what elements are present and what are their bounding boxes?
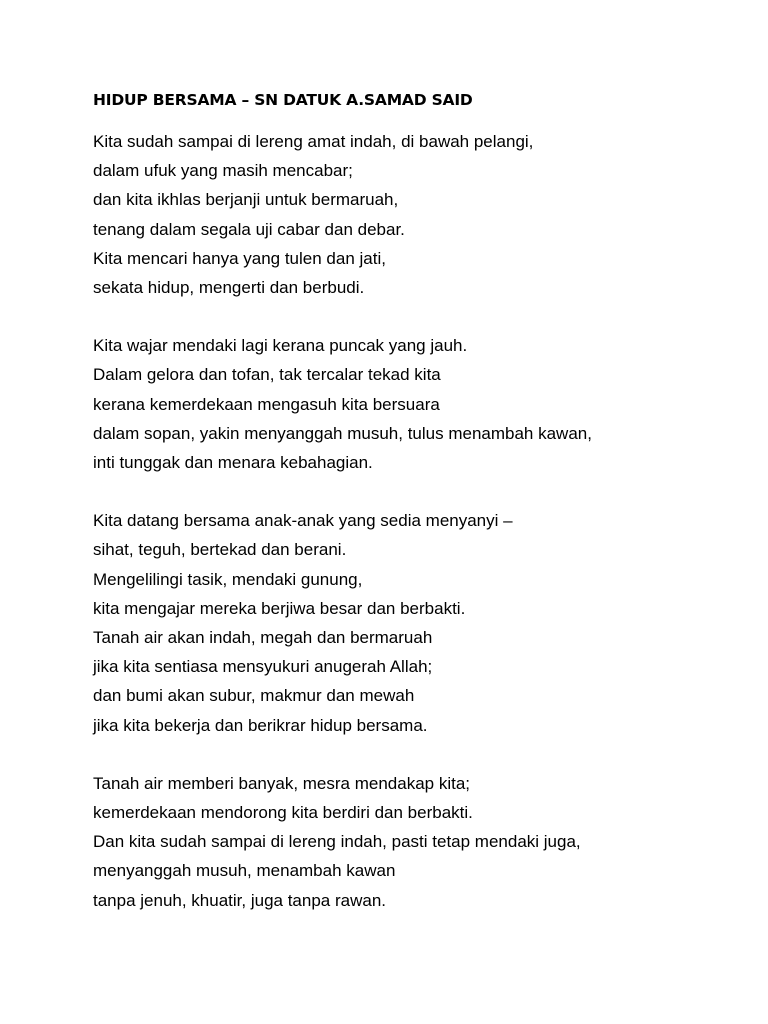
poem-line: Kita wajar mendaki lagi kerana puncak yang jauh. (93, 336, 468, 356)
poem-line: sekata hidup, mengerti dan berbudi. (93, 278, 365, 298)
poem-line: dan kita ikhlas berjanji untuk bermaruah, (93, 190, 399, 210)
poem-line: kerana kemerdekaan mengasuh kita bersuara (93, 394, 440, 414)
poem-line: Kita datang bersama anak-anak yang sedia menyanyi – (93, 511, 513, 531)
poem-line: Dalam gelora dan tofan, tak tercalar tekad kita (93, 365, 441, 385)
poem-title: HIDUP BERSAMA – SN DATUK A.SAMAD SAID (93, 91, 473, 109)
poem-line: Tanah air memberi banyak, mesra mendakap kita; (93, 773, 471, 793)
poem-line: Mengelilingi tasik, mendaki gunung, (93, 569, 363, 589)
poem-line: dan bumi akan subur, makmur dan mewah (93, 686, 415, 706)
poem-line: inti tunggak dan menara kebahagian. (93, 453, 373, 473)
poem-line: tanpa jenuh, khuatir, juga tanpa rawan. (93, 890, 386, 910)
poem-line: kemerdekaan mendorong kita berdiri dan berbakti. (93, 803, 473, 823)
poem-line: jika kita bekerja dan berikrar hidup bersama. (93, 715, 428, 735)
stanza-1 (93, 127, 733, 302)
poem-line: dalam ufuk yang masih mencabar; (93, 161, 353, 181)
poem-line: Kita mencari hanya yang tulen dan jati, (93, 248, 386, 268)
poem-line: kita mengajar mereka berjiwa besar dan berbakti. (93, 598, 466, 618)
poem-line: dalam sopan, yakin menyanggah musuh, tulus menambah kawan, (93, 423, 592, 443)
poem-line: menyanggah musuh, menambah kawan (93, 861, 396, 881)
poem-body (93, 127, 733, 944)
poem-line: tenang dalam segala uji cabar dan debar. (93, 219, 405, 239)
stanza-3 (93, 506, 733, 740)
stanza-2 (93, 331, 733, 477)
poem-line: Kita sudah sampai di lereng amat indah, di bawah pelangi, (93, 132, 534, 151)
poem-line: Tanah air akan indah, megah dan bermaruah (93, 628, 433, 648)
stanza-4 (93, 769, 733, 915)
poem-line: sihat, teguh, bertekad dan berani. (93, 540, 347, 560)
poem-line: jika kita sentiasa mensyukuri anugerah Allah; (93, 657, 433, 677)
poem-line: Dan kita sudah sampai di lereng indah, pasti tetap mendaki juga, (93, 832, 581, 852)
